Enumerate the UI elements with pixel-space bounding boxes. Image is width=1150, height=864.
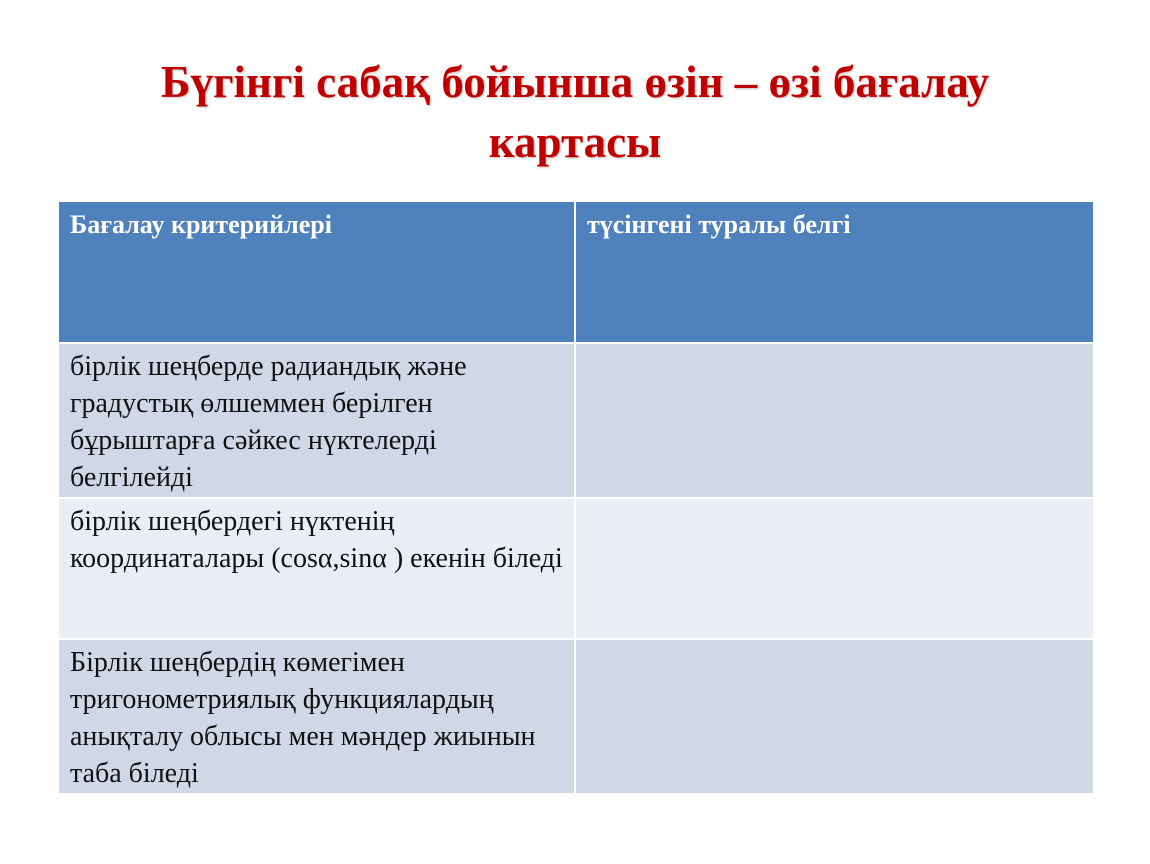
- mark-cell[interactable]: [575, 639, 1094, 794]
- table-row: [58, 343, 1094, 498]
- mark-cell[interactable]: [575, 343, 1094, 498]
- slide-title-line-2: картасы: [488, 117, 662, 167]
- table-row: [58, 639, 1094, 794]
- header-understanding-mark: түсінгені туралы белгі: [575, 201, 1094, 343]
- header-criteria: Бағалау критерийлері: [58, 201, 575, 343]
- criteria-cell: Бірлік шеңбердің көмегімен тригонометриялық функциялардың анықталу облысы мен мәндер жиынын таба біледі: [58, 639, 575, 794]
- table-header-row: [58, 201, 1094, 343]
- mark-cell[interactable]: [575, 498, 1094, 639]
- criteria-cell: бірлік шеңберде радиандық және градустық өлшеммен берілген бұрыштарға сәйкес нүктелерді белгілейді: [58, 343, 575, 498]
- slide-title-line-1: Бүгінгі сабақ бойынша өзін – өзі бағалау: [160, 57, 990, 107]
- slide-title: [60, 52, 1090, 172]
- table-row: [58, 498, 1094, 639]
- self-assessment-table: [57, 200, 1095, 795]
- criteria-cell: бірлік шеңбердегі нүктенің координаталары (cosα,sinα ) екенін біледі: [58, 498, 575, 639]
